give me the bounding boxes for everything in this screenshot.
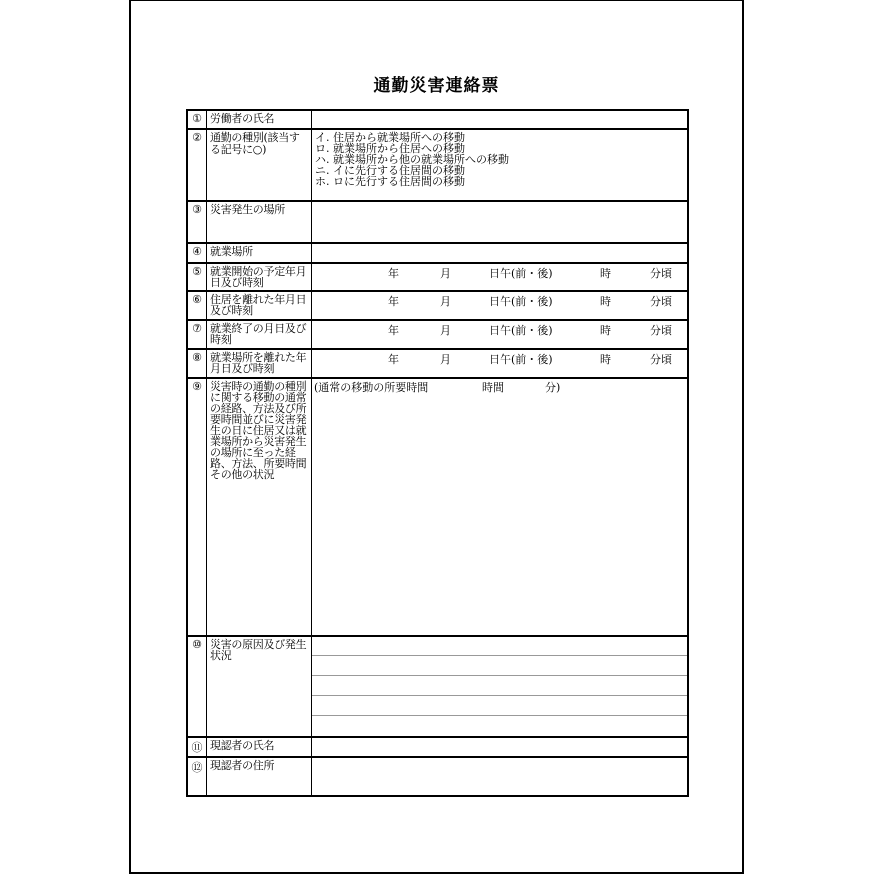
row-witness-name: [188, 738, 687, 758]
day-ampm-unit: 日午(前・後): [489, 324, 553, 337]
row-left-workplace: [188, 350, 687, 379]
commute-option-ho[interactable]: ホ. ロに先行する住居間の移動: [315, 175, 465, 188]
row-work-end: [188, 321, 687, 350]
usual-route-prefix: (通常の移動の所要時間: [314, 381, 429, 394]
row-number: ④: [188, 244, 207, 262]
row-number: ⑪: [188, 738, 207, 756]
cause-field[interactable]: [312, 637, 687, 736]
year-unit: 年: [388, 295, 399, 308]
row-cause: [188, 637, 687, 738]
commute-option-ni[interactable]: ニ. イに先行する住居間の移動: [315, 164, 465, 177]
row-label: 災害時の通勤の種別に関する移動の通常の経路、方法及び所要時間並びに災害発生の日に住居又は就業場所から災害発生の場所に至った経路、方法、所要時間その他の状況: [207, 379, 312, 635]
work-end-datetime[interactable]: [312, 321, 687, 348]
left-home-datetime[interactable]: [312, 292, 687, 319]
minute-unit: 分頃: [650, 324, 672, 337]
row-label: 現認者の住所: [207, 758, 312, 795]
commute-accident-form: [186, 109, 689, 797]
row-number: ⑦: [188, 321, 207, 348]
route-details-field[interactable]: [312, 379, 687, 635]
commute-type-options: [312, 130, 687, 202]
writing-line: [312, 655, 687, 656]
row-label: 災害の原因及び発生状況: [207, 637, 312, 736]
writing-line: [312, 715, 687, 716]
workplace-field[interactable]: [312, 244, 687, 262]
usual-route-minute: 分): [545, 381, 561, 394]
row-number: ⑫: [188, 758, 207, 795]
witness-address-field[interactable]: [312, 758, 687, 795]
row-number: ⑥: [188, 292, 207, 319]
row-route-details: [188, 379, 687, 637]
row-work-start: [188, 264, 687, 292]
row-label: 住居を離れた年月日及び時刻: [207, 292, 312, 319]
writing-line: [312, 695, 687, 696]
row-label: 就業終了の月日及び時刻: [207, 321, 312, 348]
hour-unit: 時: [600, 324, 611, 337]
row-number: ③: [188, 202, 207, 242]
row-label: 就業開始の予定年月日及び時刻: [207, 264, 312, 290]
day-ampm-unit: 日午(前・後): [489, 295, 553, 308]
row-label: 就業場所を離れた年月日及び時刻: [207, 350, 312, 377]
row-commute-type: [188, 130, 687, 202]
hour-unit: 時: [600, 295, 611, 308]
month-unit: 月: [440, 267, 451, 280]
row-workplace: [188, 244, 687, 264]
day-ampm-unit: 日午(前・後): [489, 267, 553, 280]
year-unit: 年: [388, 267, 399, 280]
row-number: ②: [188, 130, 207, 200]
form-title: 通勤災害連絡票: [373, 76, 500, 96]
day-ampm-unit: 日午(前・後): [489, 353, 553, 366]
hour-unit: 時: [600, 353, 611, 366]
witness-name-field[interactable]: [312, 738, 687, 756]
row-left-home: [188, 292, 687, 321]
commute-option-ha[interactable]: ハ. 就業場所から他の就業場所への移動: [315, 153, 509, 166]
work-start-datetime[interactable]: [312, 264, 687, 290]
month-unit: 月: [440, 324, 451, 337]
row-label: 通勤の種別(該当する記号に○): [207, 130, 312, 200]
minute-unit: 分頃: [650, 295, 672, 308]
row-witness-address: [188, 758, 687, 795]
minute-unit: 分頃: [650, 267, 672, 280]
row-number: ⑧: [188, 350, 207, 377]
row-number: ①: [188, 111, 207, 128]
row-number: ⑤: [188, 264, 207, 290]
year-unit: 年: [388, 324, 399, 337]
row-label: 災害発生の場所: [207, 202, 312, 242]
month-unit: 月: [440, 353, 451, 366]
row-label: 労働者の氏名: [207, 111, 312, 128]
month-unit: 月: [440, 295, 451, 308]
row-number: ⑩: [188, 637, 207, 736]
row-label: 現認者の氏名: [207, 738, 312, 756]
minute-unit: 分頃: [650, 353, 672, 366]
writing-line: [312, 675, 687, 676]
accident-location-field[interactable]: [312, 202, 687, 242]
row-label: 就業場所: [207, 244, 312, 262]
worker-name-field[interactable]: [312, 111, 687, 128]
left-workplace-datetime[interactable]: [312, 350, 687, 377]
row-worker-name: [188, 111, 687, 130]
commute-option-i[interactable]: イ. 住居から就業場所への移動: [315, 131, 465, 144]
hour-unit: 時: [600, 267, 611, 280]
usual-route-hour: 時間: [482, 381, 504, 394]
commute-option-ro[interactable]: ロ. 就業場所から住居への移動: [315, 142, 465, 155]
row-accident-location: [188, 202, 687, 244]
year-unit: 年: [388, 353, 399, 366]
row-number: ⑨: [188, 379, 207, 635]
